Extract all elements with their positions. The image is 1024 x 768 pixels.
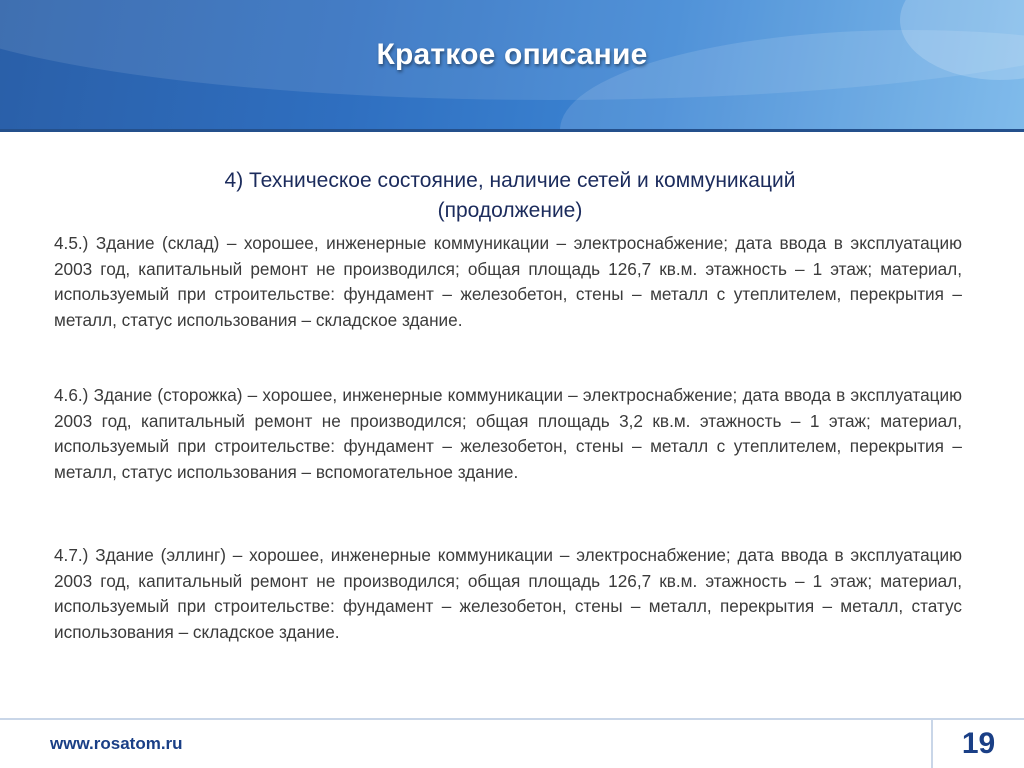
section-heading — [100, 166, 920, 226]
section-heading-line: (продолжение) — [437, 199, 583, 222]
slide-title: Краткое описание — [376, 38, 648, 71]
page-number: 19 — [961, 727, 996, 760]
paragraph-4-5: 4.5.) Здание (склад) – хорошее, инженерные коммуникации – электроснабжение; дата ввода в эксплуатацию 2003 год, капитальный ремонт не производился; общая площадь 126,7 кв.м. этажность – 1 этаж; материал, используемый при строительстве: фундамент – железобетон, стены – металл с утеплителем, перекрытия – металл, статус использования – складское здание. — [54, 233, 962, 330]
footer-line — [0, 718, 1024, 720]
site-url-link[interactable]: www.rosatom.ru — [50, 734, 183, 753]
header-bottom-line — [0, 129, 1024, 132]
section-heading-line: 4) Техническое состояние, наличие сетей и коммуникаций — [224, 169, 796, 192]
paragraph-4-7: 4.7.) Здание (эллинг) – хорошее, инженерные коммуникации – электроснабжение; дата ввода в эксплуатацию 2003 год, капитальный ремонт не производился; общая площадь 126,7 кв.м. этажность – 1 этаж; материал, используемый при строительстве: фундамент – железобетон, стены – металл, перекрытия – металл, статус использования – складское здание. — [54, 545, 962, 642]
paragraph-4-6: 4.6.) Здание (сторожка) – хорошее, инженерные коммуникации – электроснабжение; дата ввода в эксплуатацию 2003 год, капитальный ремонт не производился; общая площадь 3,2 кв.м. этажность – 1 этаж; материал, используемый при строительстве: фундамент – железобетон, стены – металл с утеплителем, перекрытия – металл, статус использования – вспомогательное здание. — [54, 385, 962, 482]
